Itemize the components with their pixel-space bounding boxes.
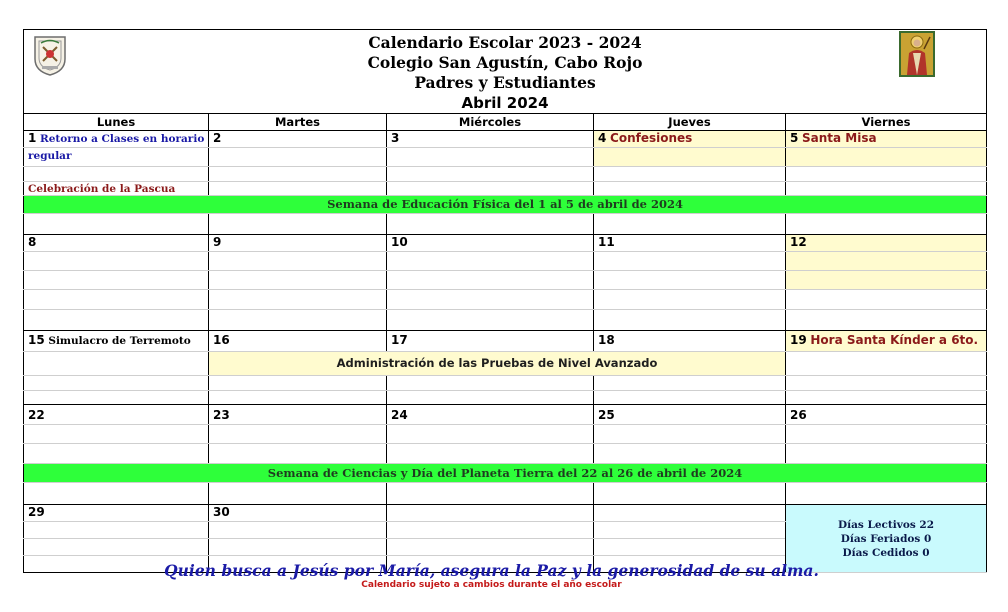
audience-line: Padres y Estudiantes <box>414 73 596 92</box>
banner-semana-ciencias: Semana de Ciencias y Día del Planeta Tierra del 22 al 26 de abril de 2024 <box>24 464 987 483</box>
day-cell-9 <box>209 235 387 252</box>
day-number: 1 <box>28 131 37 145</box>
stat-dias-lectivos: Días Lectivos 22 <box>838 518 935 531</box>
april-calendar <box>23 29 987 573</box>
day-number: 26 <box>790 408 807 422</box>
day-number: 3 <box>391 131 400 145</box>
day-cell-29 <box>24 505 209 522</box>
day-number: 23 <box>213 408 230 422</box>
day-cell-16 <box>209 331 387 352</box>
event-return-classes: Retorno a Clases en horario <box>40 133 205 145</box>
event-santa-misa: Santa Misa <box>802 131 877 145</box>
school-crest-icon <box>31 33 69 77</box>
day-cell-4 <box>594 131 786 148</box>
day-number: 16 <box>213 333 230 347</box>
day-cell-25 <box>594 405 786 425</box>
day-number: 2 <box>213 131 222 145</box>
dayname-friday: Viernes <box>786 114 987 131</box>
footer-note: Calendario sujeto a cambios durante el año escolar <box>361 580 622 590</box>
day-cell-22 <box>24 405 209 425</box>
day-cell-1 <box>24 131 209 148</box>
day-number: 17 <box>391 333 408 347</box>
day-number: 19 <box>790 333 807 347</box>
saint-augustine-image <box>899 31 935 77</box>
day-cell-26 <box>786 405 987 425</box>
month-title: Abril 2024 <box>461 94 549 112</box>
day-number: 12 <box>790 235 807 249</box>
day-number: 8 <box>28 235 37 249</box>
footer-motto: Quien busca a Jesús por María, asegura la Paz y la generosidad de su alma. <box>164 561 819 580</box>
day-number: 30 <box>213 505 230 519</box>
day-cell-11 <box>594 235 786 252</box>
event-confesiones: Confesiones <box>610 131 693 145</box>
banner-pruebas-nivel-avanzado: Administración de las Pruebas de Nivel Avanzado <box>209 352 786 376</box>
day-number: 11 <box>598 235 615 249</box>
dayname-tuesday: Martes <box>209 114 387 131</box>
day-cell-8 <box>24 235 209 252</box>
day-cell-3 <box>387 131 594 148</box>
day-number: 10 <box>391 235 408 249</box>
event-hora-santa: Hora Santa Kínder a 6to. <box>810 333 979 347</box>
day-cell-18 <box>594 331 786 352</box>
day-number: 5 <box>790 131 799 145</box>
day-cell-5 <box>786 131 987 148</box>
day-cell-24 <box>387 405 594 425</box>
event-return-classes-cont: regular <box>28 150 72 162</box>
day-number: 25 <box>598 408 615 422</box>
day-cell-15 <box>24 331 209 352</box>
stat-dias-cedidos: Días Cedidos 0 <box>842 546 930 559</box>
day-cell-12 <box>786 235 987 252</box>
day-number: 9 <box>213 235 222 249</box>
day-cell-10 <box>387 235 594 252</box>
day-cell-17 <box>387 331 594 352</box>
day-number: 15 <box>28 333 45 347</box>
day-number: 24 <box>391 408 408 422</box>
dayname-thursday: Jueves <box>594 114 786 131</box>
calendar-header <box>24 30 987 114</box>
day-cell-30 <box>209 505 387 522</box>
calendar-title: Calendario Escolar 2023 - 2024 <box>368 33 642 52</box>
day-number: 29 <box>28 505 45 519</box>
day-cell-23 <box>209 405 387 425</box>
event-simulacro: Simulacro de Terremoto <box>48 335 191 347</box>
stat-dias-feriados: Días Feriados 0 <box>840 532 932 545</box>
banner-educacion-fisica: Semana de Educación Física del 1 al 5 de abril de 2024 <box>24 196 987 214</box>
day-number: 4 <box>598 131 607 145</box>
event-pascua: Celebración de la Pascua <box>28 183 176 195</box>
day-number: 22 <box>28 408 45 422</box>
day-number: 18 <box>598 333 615 347</box>
dayname-monday: Lunes <box>24 114 209 131</box>
dayname-wednesday: Miércoles <box>387 114 594 131</box>
day-cell-2 <box>209 131 387 148</box>
day-cell-19 <box>786 331 987 352</box>
school-name: Colegio San Agustín, Cabo Rojo <box>367 53 643 72</box>
